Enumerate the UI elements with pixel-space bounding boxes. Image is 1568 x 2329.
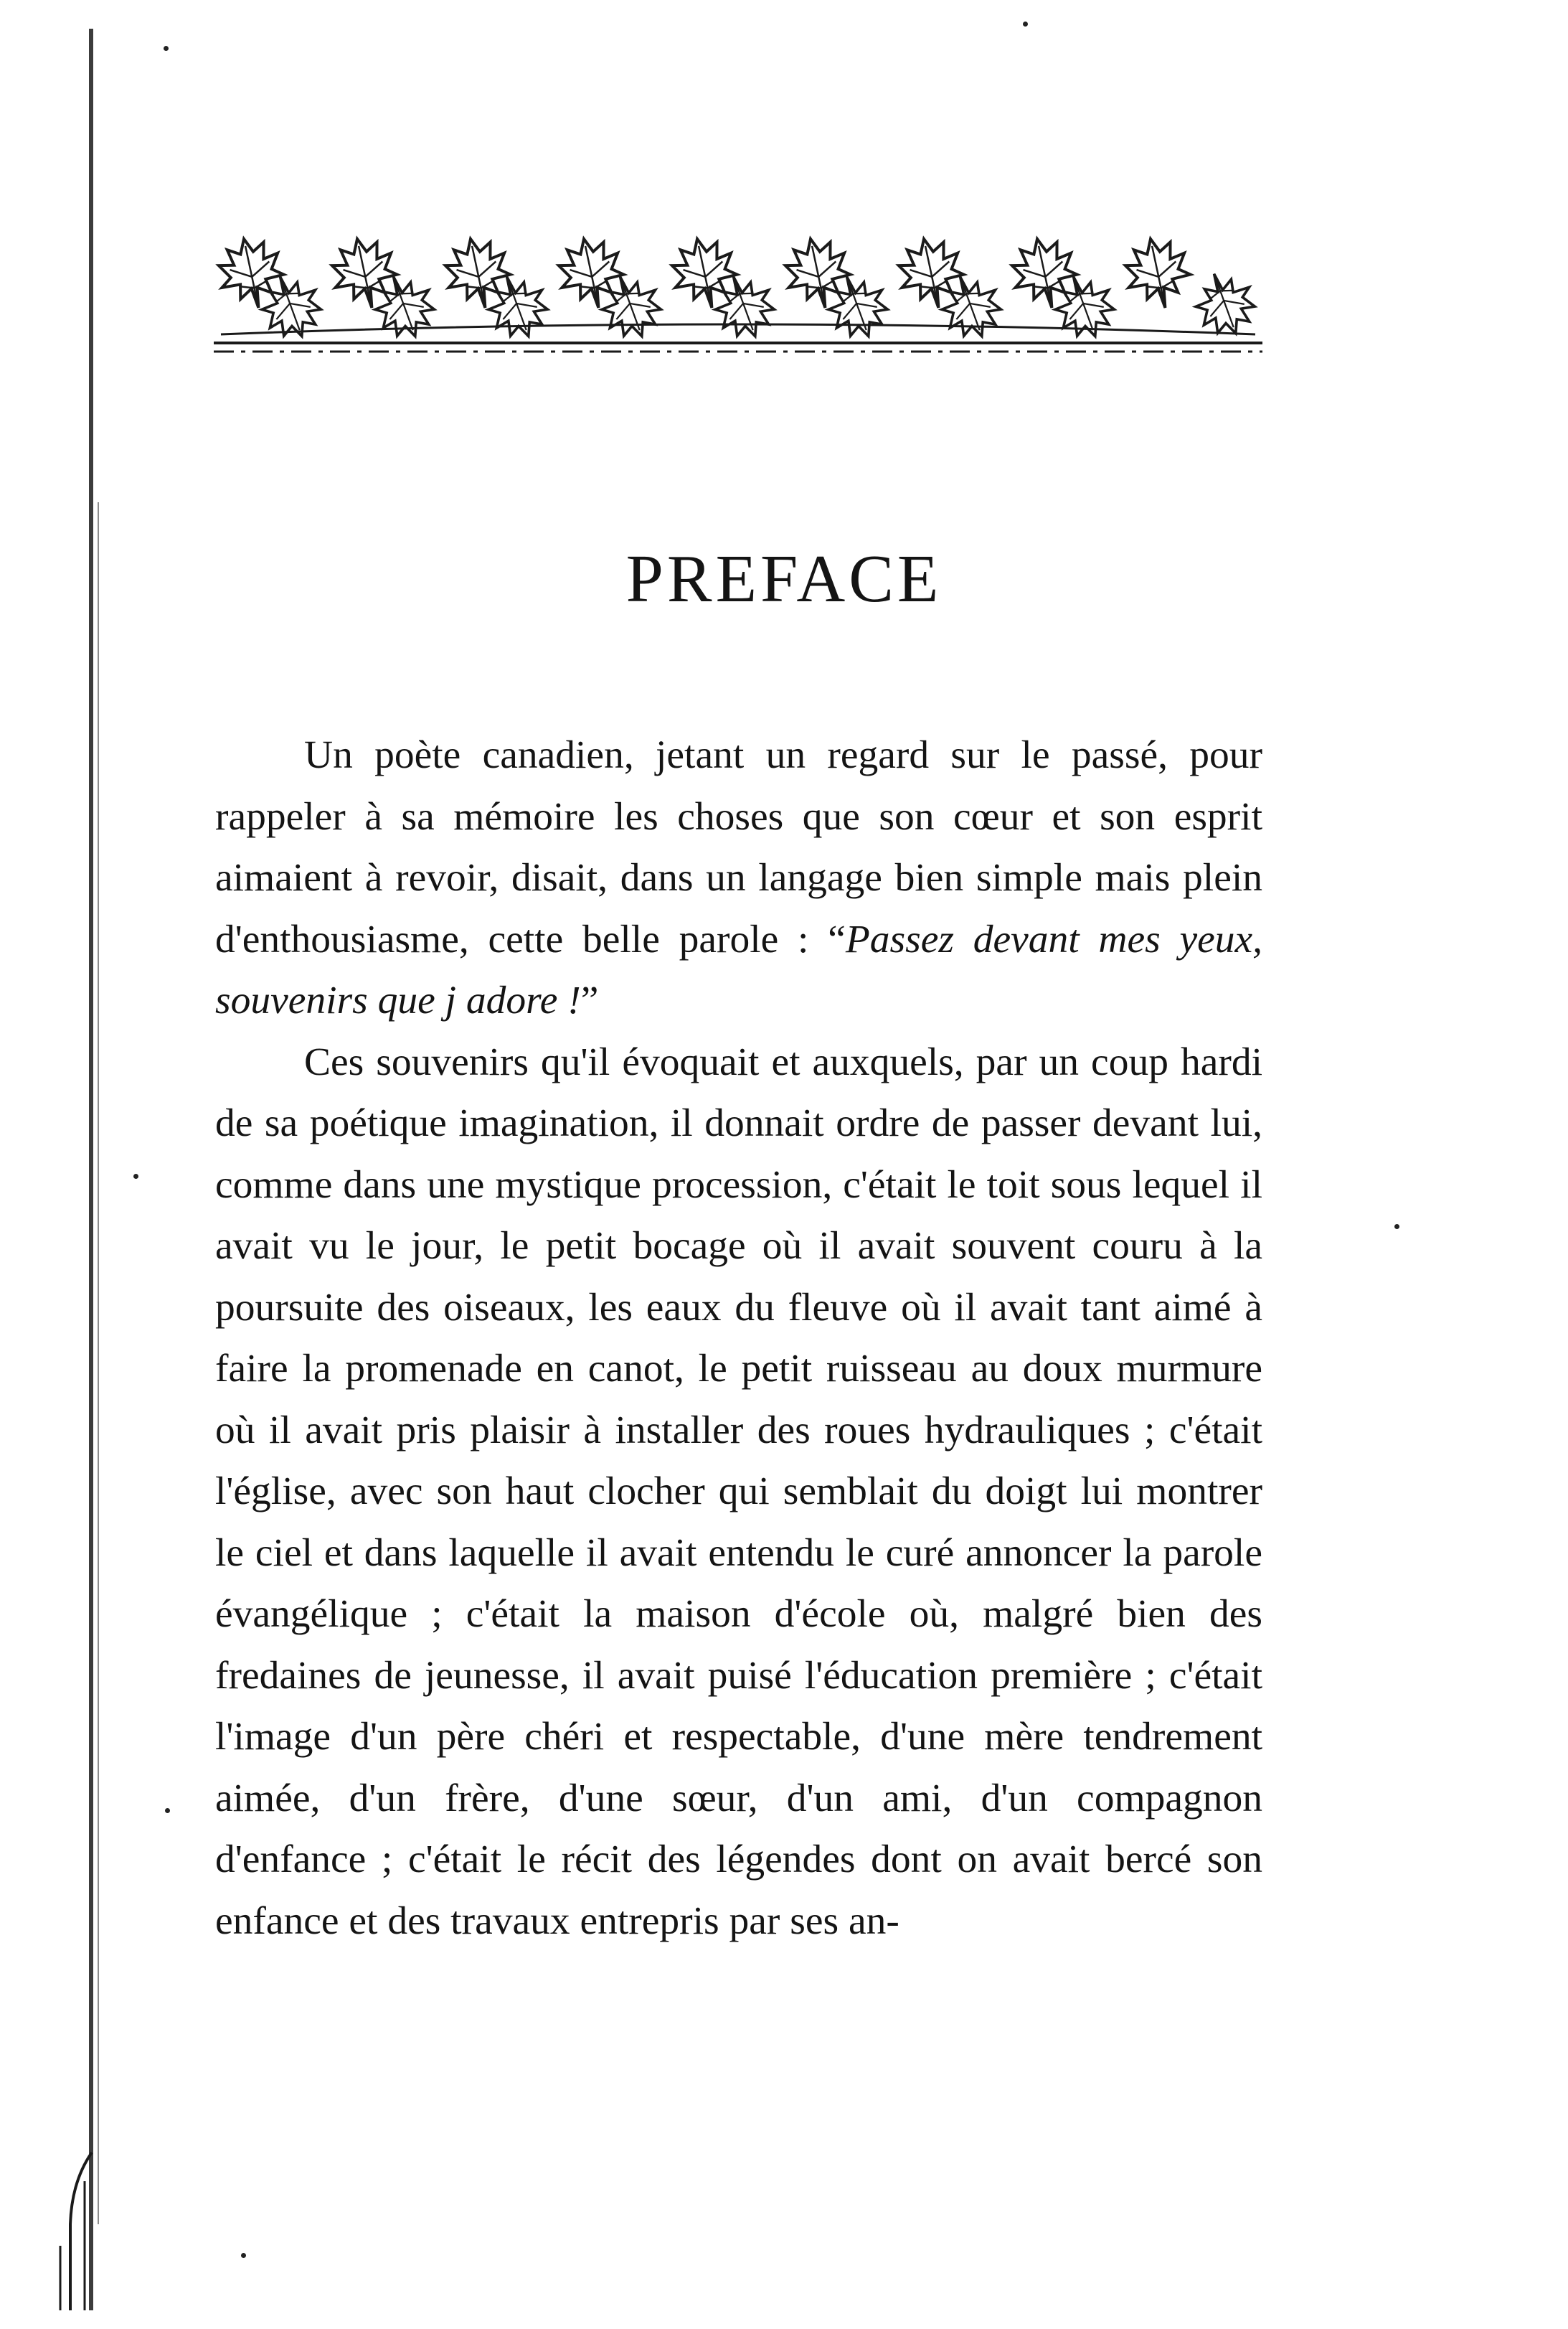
binding-corner-mark	[50, 2138, 108, 2318]
preface-body	[215, 725, 1262, 1952]
paragraph-text: Un poète canadien, jetant un regard sur le passé, pour rappeler à sa mémoire les choses que son cœur et son esprit aimaient à revoir, disait, dans un langage bien simple mais plein d'enthousiasme, cette belle parole : “	[215, 733, 1262, 961]
maple-leaf-icon	[553, 235, 669, 346]
ink-speck	[164, 46, 169, 51]
ink-speck	[133, 1174, 138, 1179]
binding-edge	[89, 29, 93, 2310]
ink-speck	[241, 2253, 246, 2258]
ink-speck	[1394, 1224, 1399, 1229]
maple-leaf-icon	[893, 235, 1009, 346]
paragraph: Ces souvenirs qu'il évoquait et auxquels, par un coup hardi de sa poétique imagination, il donnait ordre de passer devant lui, comme dans une mystique procession, c'était le toit sous lequel il avait vu le jour, le petit bocage où il avait souvent couru à la poursuite des oiseaux, les eaux du fleuve où il avait tant aimé à faire la promenade en canot, le petit ruisseau au doux murmure où il avait pris plaisir à installer des roues hydrauliques ; c'était l'église, avec son haut clocher qui semblait du doigt lui montrer le ciel et dans laquelle il avait entendu le curé annoncer la parole évangélique ; c'était la maison d'école où, malgré bien des fredaines de jeunesse, il avait puisé l'éducation première ; c'était l'image d'un père chéri et respectable, d'une mère tendrement aimée, d'un frère, d'une sœur, d'un ami, d'un compagnon d'enfance ; c'était le récit des légendes dont on avait bercé son enfance et des travaux entrepris par ses an-	[215, 1040, 1262, 1943]
quotation: Passez devant mes yeux, souvenirs que j adore !	[215, 917, 1262, 1022]
paragraph	[215, 725, 1262, 1032]
maple-leaf-icon	[780, 235, 895, 346]
maple-leaf-icon	[1120, 235, 1262, 343]
maple-leaf-icon	[214, 235, 329, 346]
page-title: PREFACE	[625, 542, 943, 616]
maple-leaf-ornament-band	[214, 235, 1262, 357]
binding-edge-shadow	[98, 502, 99, 2224]
closing-quote-mark: ”	[580, 979, 599, 1022]
maple-leaf-icon	[440, 235, 555, 346]
maple-leaf-icon	[666, 235, 782, 346]
ink-speck	[165, 1808, 170, 1813]
ink-speck	[1023, 22, 1028, 27]
